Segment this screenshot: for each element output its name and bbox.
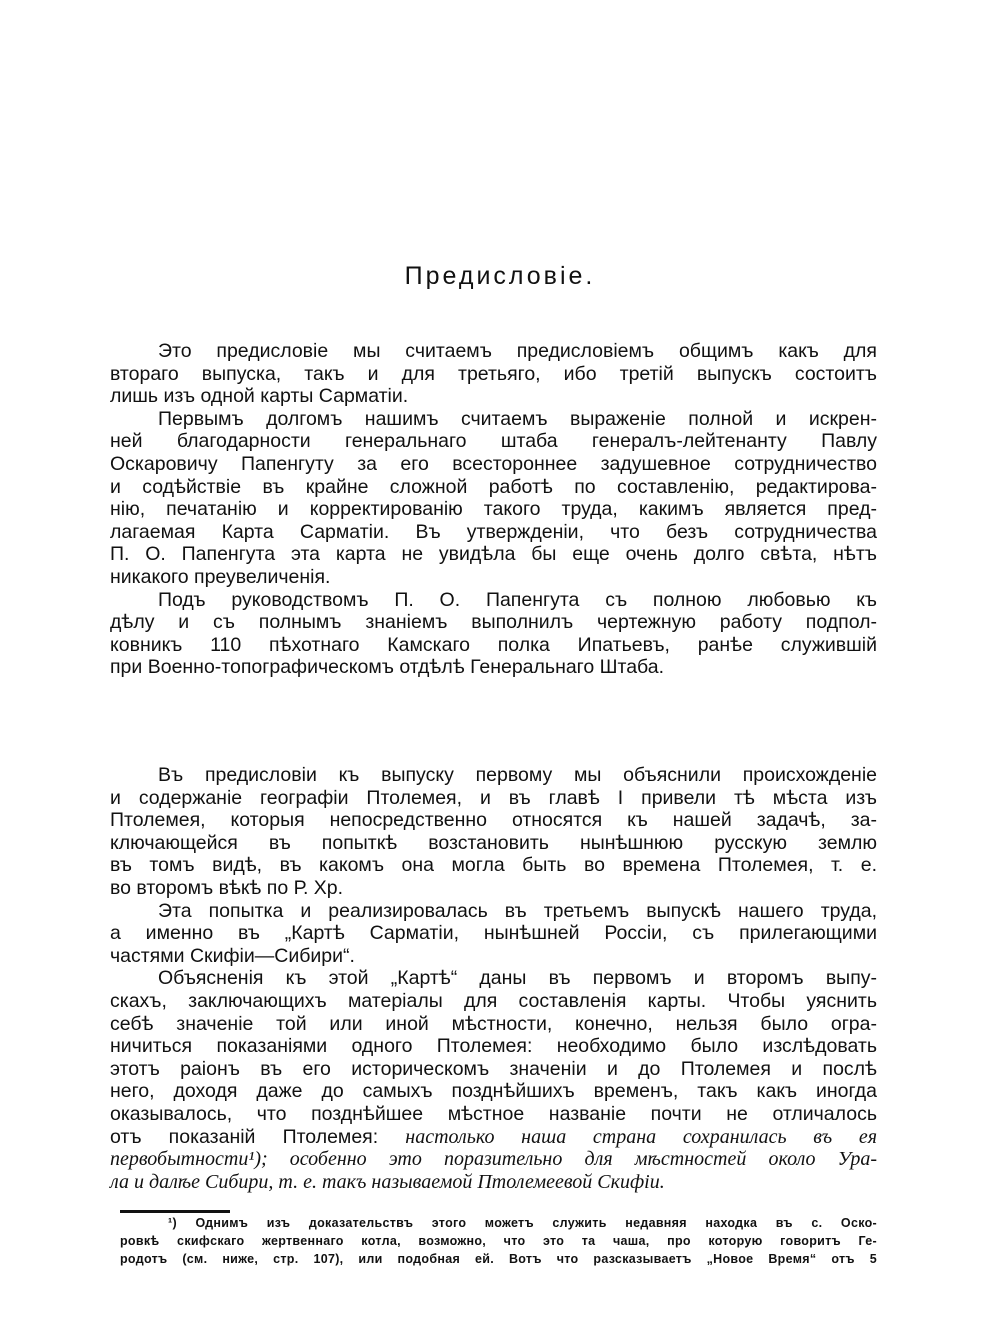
line-text: во второмъ вѣкѣ по Р. Хр.	[110, 876, 344, 899]
text-line	[110, 900, 877, 923]
line-text: при Военно-топографическомъ отдѣлѣ Генеральнаго Штаба.	[110, 656, 665, 679]
line-text: а именно въ „Картѣ Сарматіи, нынѣшней Россіи, съ прилегающими	[110, 922, 877, 945]
text-line	[110, 566, 877, 589]
text-line	[120, 1250, 877, 1268]
page-title: Предисловіе.	[404, 262, 596, 290]
text-line	[110, 498, 877, 521]
text-line	[110, 922, 877, 945]
line-text: и содѣйствіе въ крайне сложной работѣ по составленію, редактирова-	[110, 475, 877, 498]
line-text: ковникъ 110 пѣхотнаго Камскаго полка Ипатьевъ, ранѣе служившій	[110, 633, 877, 656]
text-line	[110, 832, 877, 855]
line-text: себѣ значеніе той или иной мѣстности, конечно, нельзя было огра-	[110, 1012, 877, 1035]
footnote	[120, 1214, 877, 1268]
line-text: Первымъ долгомъ нашимъ считаемъ выраженіе полной и искрен-	[158, 407, 877, 430]
text-line	[110, 385, 877, 408]
line-text: Птолемея, которыя непосредственно относятся къ нашей задачѣ, за-	[110, 809, 877, 832]
text-line	[110, 543, 877, 566]
line-text: родотъ (см. ниже, стр. 107), или подобная ей. Вотъ что разсказываетъ „Новое Время“ отъ 5	[120, 1252, 877, 1266]
text-line	[110, 453, 877, 476]
line-text: нію, печатанію и корректированію такого труда, какимъ является пред-	[110, 498, 877, 521]
line-text: Въ предисловіи къ выпуску первому мы объяснили происхожденіе	[158, 764, 877, 786]
text-line	[110, 1058, 877, 1081]
line-text: ней благодарности генеральнаго штаба генералъ-лейтенанту Павлу	[110, 430, 877, 453]
text-line	[110, 764, 877, 787]
line-text: Это предисловіе мы считаемъ предисловіемъ общимъ какъ для	[158, 340, 877, 362]
text-line	[110, 1103, 877, 1126]
text-line	[110, 340, 877, 363]
text-line	[110, 967, 877, 990]
preface-section-2	[110, 764, 877, 1193]
line-text: скахъ, заключающихъ матеріалы для составленія карты. Чтобы уяснить	[110, 989, 877, 1012]
text-line	[110, 854, 877, 877]
line-text: ¹) Однимъ изъ доказательствъ этого можетъ служить недавняя находка въ с. Оско-	[168, 1216, 877, 1230]
line-text: ключающейся въ попыткѣ возстановить нынѣшнюю русскую землю	[110, 831, 877, 854]
text-line	[120, 1232, 877, 1250]
text-line	[110, 945, 877, 968]
line-text: ровкѣ скифскаго жертвеннаго котла, возможно, что это та чаша, про которую говоритъ Ге-	[120, 1234, 877, 1248]
text-line	[110, 787, 877, 810]
text-line	[110, 809, 877, 832]
text-line	[110, 521, 877, 544]
footnote-divider	[120, 1210, 230, 1213]
text-line	[110, 1035, 877, 1058]
italic-text: настолько наша страна сохранилась въ ея	[405, 1125, 877, 1148]
line-text: Оскаровичу Папенгуту за его всестороннее задушевное сотрудничество	[110, 452, 877, 475]
line-text: оказывалось, что позднѣйшее мѣстное названіе почти не отличалось	[110, 1102, 877, 1125]
line-text: втораго выпуска, такъ и для третьяго, ибо третій выпускъ состоитъ	[110, 362, 877, 385]
line-text: него, доходя даже до самыхъ позднѣйшихъ временъ, такъ какъ иногда	[110, 1080, 877, 1103]
line-text: этотъ раіонъ въ его историческомъ значеніи и до Птолемея и послѣ	[110, 1057, 877, 1080]
text-line	[110, 476, 877, 499]
text-line	[110, 1171, 877, 1194]
line-text: лагаемая Карта Сарматіи. Въ утвержденіи, что безъ сотрудничества	[110, 520, 877, 543]
text-line	[110, 430, 877, 453]
preface-section-1	[110, 340, 877, 679]
text-line	[110, 1080, 877, 1103]
line-text: Подъ руководствомъ П. О. Папенгута съ полною любовью къ	[158, 588, 877, 611]
text-line	[110, 611, 877, 634]
text-line	[110, 990, 877, 1013]
line-text: въ томъ видѣ, въ какомъ она могла быть во времена Птолемея, т. е.	[110, 854, 877, 877]
text-line	[110, 877, 877, 900]
text-line	[110, 1148, 877, 1171]
line-text: Эта попытка и реализировалась въ третьемъ выпускѣ нашего труда,	[158, 899, 877, 922]
text-line	[110, 363, 877, 386]
text-line	[110, 1126, 877, 1149]
line-text: лишь изъ одной карты Сарматіи.	[110, 385, 409, 408]
line-text: Объясненія къ этой „Картѣ“ даны въ первомъ и второмъ выпу-	[158, 967, 877, 990]
text-line	[110, 408, 877, 431]
text-line	[110, 634, 877, 657]
line-text: ничиться показаніями одного Птолемея: необходимо было изслѣдовать	[110, 1035, 877, 1058]
text-line	[120, 1214, 877, 1232]
line-text: частями Скифіи—Сибири“.	[110, 944, 355, 967]
text-line	[110, 589, 877, 612]
line-text: дѣлу и съ полнымъ знаніемъ выполнилъ чертежную работу подпол-	[110, 611, 877, 634]
italic-text: первобытности¹); особенно это поразительно для мѣстностей около Ура-	[110, 1148, 877, 1171]
italic-text: ла и далѣе Сибири, т. е. такъ называемой Птолемеевой Скифіи.	[110, 1170, 665, 1193]
line-text: никакого преувеличенія.	[110, 565, 331, 588]
text-line	[110, 1013, 877, 1036]
line-text: П. О. Папенгута эта карта не увидѣла бы еще очень долго свѣта, нѣтъ	[110, 543, 877, 566]
text-line	[110, 656, 877, 679]
line-text: и содержаніе географіи Птолемея, и въ главѣ I привели тѣ мѣста изъ	[110, 786, 877, 809]
line-text: отъ показаній Птолемея:	[110, 1125, 406, 1148]
